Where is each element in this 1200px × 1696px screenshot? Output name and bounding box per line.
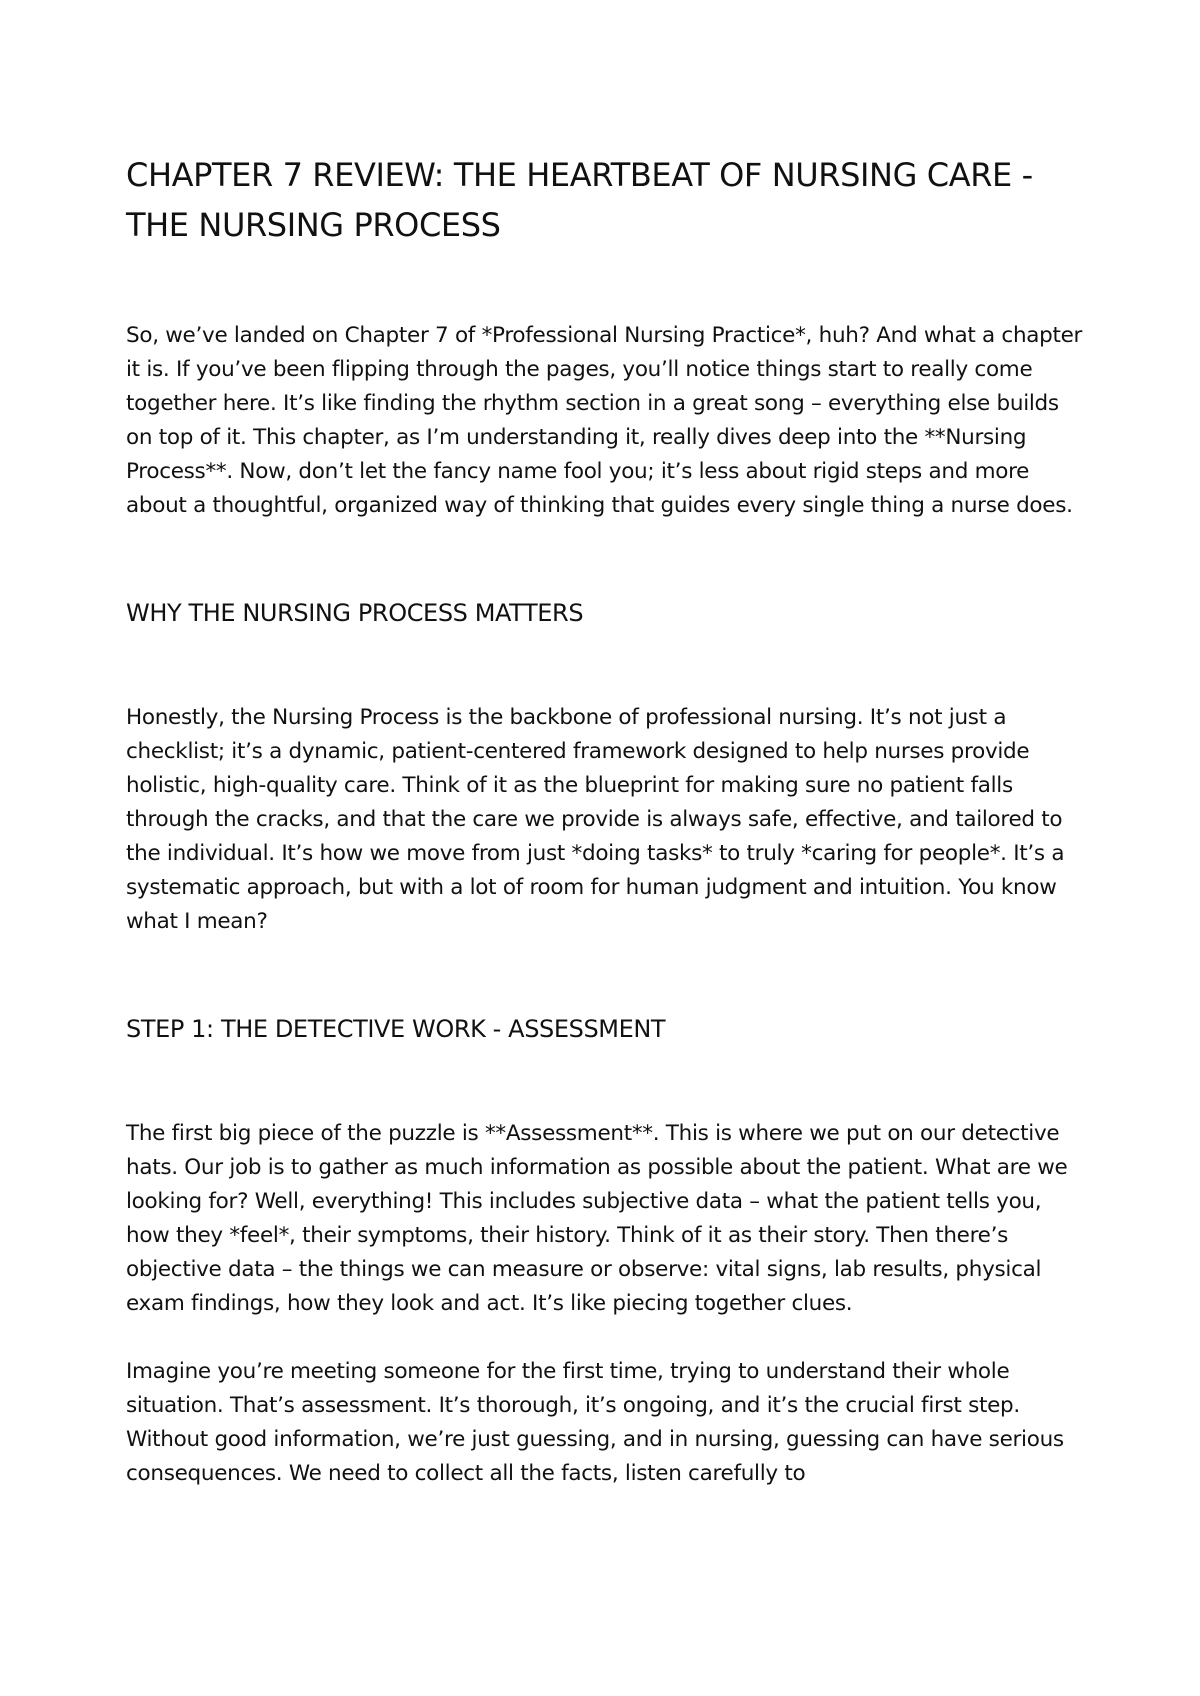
assessment-paragraph-2: Imagine you’re meeting someone for the first time, trying to understand their whole situation. That’s assessment. It’s thorough, it’s ongoing, and it’s the crucial first step. Without good information, we’re just guessing, and in nursing, guessing can have serious consequences. We need to collect all the facts, listen carefully to: [126, 1359, 1064, 1486]
document-title: CHAPTER 7 REVIEW: THE HEARTBEAT OF NURSING CARE - THE NURSING PROCESS: [126, 156, 1033, 244]
document-content: [126, 150, 1086, 1491]
assessment-paragraph-1: The first big piece of the puzzle is **Assessment**. This is where we put on our detective hats. Our job is to gather as much information as possible about the patient. What are we looking for? Well, everything! This includes subjective data – what the patient tells you, how they *feel*, their symptoms, their history. Think of it as their story. Then there’s objective data – the things we can measure or observe: vital signs, lab results, physical exam findings, how they look and act. It’s like piecing together clues.: [126, 1121, 1068, 1316]
section-heading-why-nursing-process-matters: WHY THE NURSING PROCESS MATTERS: [126, 599, 584, 627]
why-nursing-process-paragraph: Honestly, the Nursing Process is the backbone of professional nursing. It’s not just a checklist; it’s a dynamic, patient-centered framework designed to help nurses provide holistic, high-quality care. Think of it as the blueprint for making sure no patient falls through the cracks, and that the care we provide is always safe, effective, and tailored to the individual. It’s how we move from just *doing tasks* to truly *caring for people*. It’s a systematic approach, but with a lot of room for human judgment and intuition. You know what I mean?: [126, 705, 1065, 934]
intro-paragraph: So, we’ve landed on Chapter 7 of *Professional Nursing Practice*, huh? And what a chapter it is. If you’ve been flipping through the pages, you’ll notice things start to really come together here. It’s like finding the rhythm section in a great song – everything else builds on top of it. This chapter, as I’m understanding it, really dives deep into the **Nursing Process**. Now, don’t let the fancy name fool you; it’s less about rigid steps and more about a thoughtful, organized way of thinking that guides every single thing a nurse does.: [126, 323, 1083, 518]
section-heading-assessment: STEP 1: THE DETECTIVE WORK - ASSESSMENT: [126, 1015, 666, 1043]
